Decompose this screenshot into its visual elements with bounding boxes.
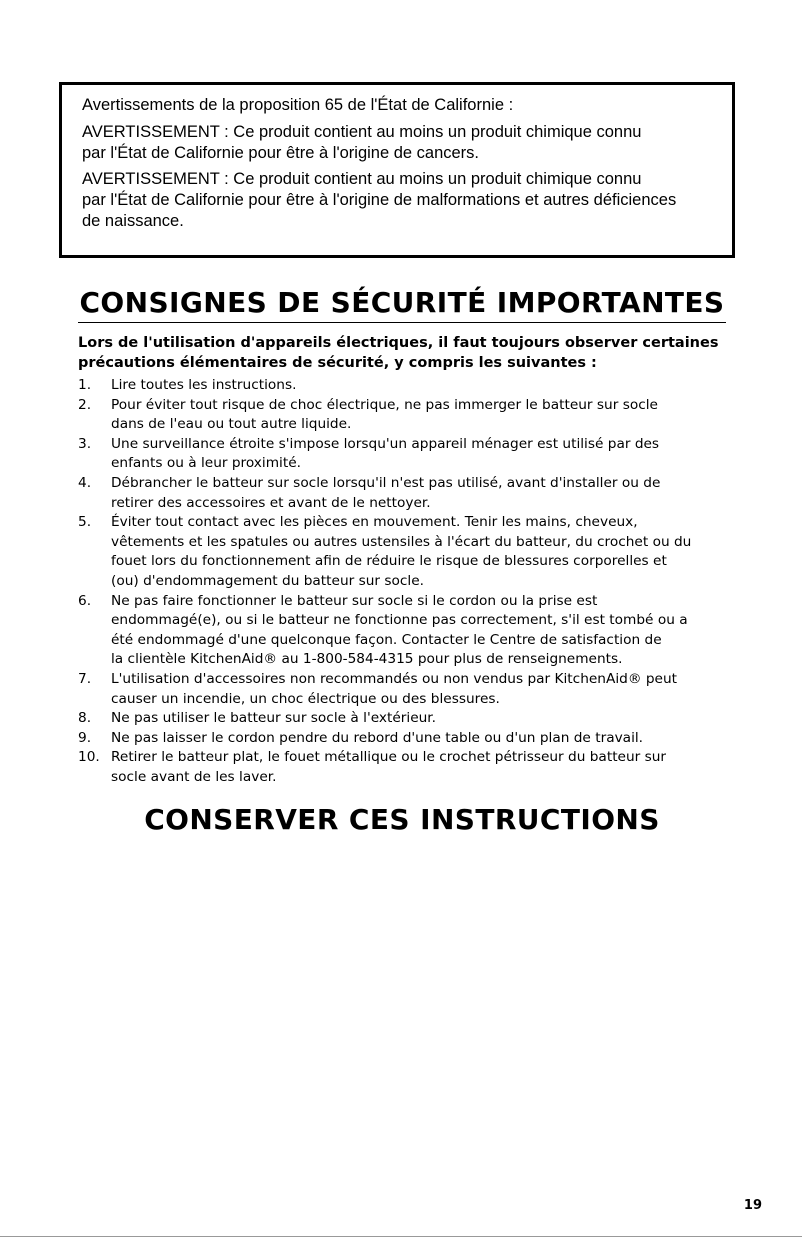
safety-instructions-list xyxy=(78,376,738,787)
item-number: 9. xyxy=(78,729,92,746)
item-line: Ne pas laisser le cordon pendre du rebord d'une table ou d'un plan de travail. xyxy=(111,729,644,746)
item-line: Pour éviter tout risque de choc électrique, ne pas immerger le batteur sur socle xyxy=(111,396,658,413)
item-number: 4. xyxy=(78,474,92,491)
item-line: Lire toutes les instructions. xyxy=(111,377,297,393)
prop65-warning-box xyxy=(59,82,735,258)
warning-line: par l'État de Californie pour être à l'origine de malformations et autres déficiences xyxy=(82,191,677,209)
intro-text xyxy=(78,333,728,373)
bottom-divider xyxy=(0,1236,802,1237)
page-title: CONSIGNES DE SÉCURITÉ IMPORTANTES xyxy=(78,286,726,323)
item-line: dans de l'eau ou tout autre liquide. xyxy=(111,416,352,433)
warning-line: AVERTISSEMENT : Ce produit contient au moins un produit chimique connu xyxy=(82,170,642,188)
item-line: enfants ou à leur proximité. xyxy=(111,455,301,472)
item-line: retirer des accessoires et avant de le nettoyer. xyxy=(111,494,431,511)
instruction-item xyxy=(78,396,738,435)
item-line: socle avant de les laver. xyxy=(111,768,277,785)
instruction-item xyxy=(78,709,738,729)
item-number: 8. xyxy=(78,710,92,727)
item-number: 5. xyxy=(78,514,92,531)
item-number: 10. xyxy=(78,749,100,766)
item-line: L'utilisation d'accessoires non recommandés ou non vendus par KitchenAid® peut xyxy=(111,670,678,687)
item-line: été endommagé d'une quelconque façon. Contacter le Centre de satisfaction de xyxy=(111,631,662,648)
warning-paragraph-2 xyxy=(82,169,732,232)
item-line: vêtements et les spatules ou autres ustensiles à l'écart du batteur, du crochet ou du xyxy=(111,533,692,550)
page-number: 19 xyxy=(743,1198,762,1213)
intro-line: précautions élémentaires de sécurité, y compris les suivantes : xyxy=(78,355,597,371)
item-number: 6. xyxy=(78,592,92,609)
item-line: fouet lors du fonctionnement afin de réduire le risque de blessures corporelles et xyxy=(111,553,667,570)
warning-line: de naissance. xyxy=(82,212,184,230)
item-line: Ne pas utiliser le batteur sur socle à l'extérieur. xyxy=(111,710,437,727)
item-number: 2. xyxy=(78,396,92,413)
warning-line: par l'État de Californie pour être à l'origine de cancers. xyxy=(82,144,480,162)
item-line: endommagé(e), ou si le batteur ne fonctionne pas correctement, s'il est tombé ou a xyxy=(111,612,688,629)
instruction-item xyxy=(78,513,738,591)
item-line: Ne pas faire fonctionner le batteur sur socle si le cordon ou la prise est xyxy=(111,592,598,609)
item-line: Débrancher le batteur sur socle lorsqu'il n'est pas utilisé, avant d'installer ou de xyxy=(111,474,661,491)
warning-title: Avertissements de la proposition 65 de l'État de Californie : xyxy=(82,96,514,114)
item-line: Éviter tout contact avec les pièces en mouvement. Tenir les mains, cheveux, xyxy=(111,514,638,531)
item-line: (ou) d'endommagement du batteur sur socle. xyxy=(111,572,424,589)
item-number: 3. xyxy=(78,435,92,452)
item-number: 1. xyxy=(78,377,92,393)
instruction-item xyxy=(78,748,738,787)
item-number: 7. xyxy=(78,670,92,687)
instruction-item xyxy=(78,474,738,513)
item-line: causer un incendie, un choc électrique ou des blessures. xyxy=(111,690,500,707)
intro-line: Lors de l'utilisation d'appareils électriques, il faut toujours observer certaines xyxy=(78,335,719,351)
item-line: Retirer le batteur plat, le fouet métallique ou le crochet pétrisseur du batteur sur xyxy=(111,749,667,766)
save-instructions-heading: CONSERVER CES INSTRUCTIONS xyxy=(144,803,660,836)
item-line: Une surveillance étroite s'impose lorsqu'un appareil ménager est utilisé par des xyxy=(111,435,660,452)
item-line: la clientèle KitchenAid® au 1-800-584-4315 pour plus de renseignements. xyxy=(111,651,623,668)
instruction-item xyxy=(78,670,738,709)
warning-paragraph-1 xyxy=(82,122,732,164)
instruction-item xyxy=(78,729,738,749)
instruction-item xyxy=(78,592,738,670)
instruction-item xyxy=(78,376,738,396)
warning-line: AVERTISSEMENT : Ce produit contient au moins un produit chimique connu xyxy=(82,123,642,141)
instruction-item xyxy=(78,435,738,474)
